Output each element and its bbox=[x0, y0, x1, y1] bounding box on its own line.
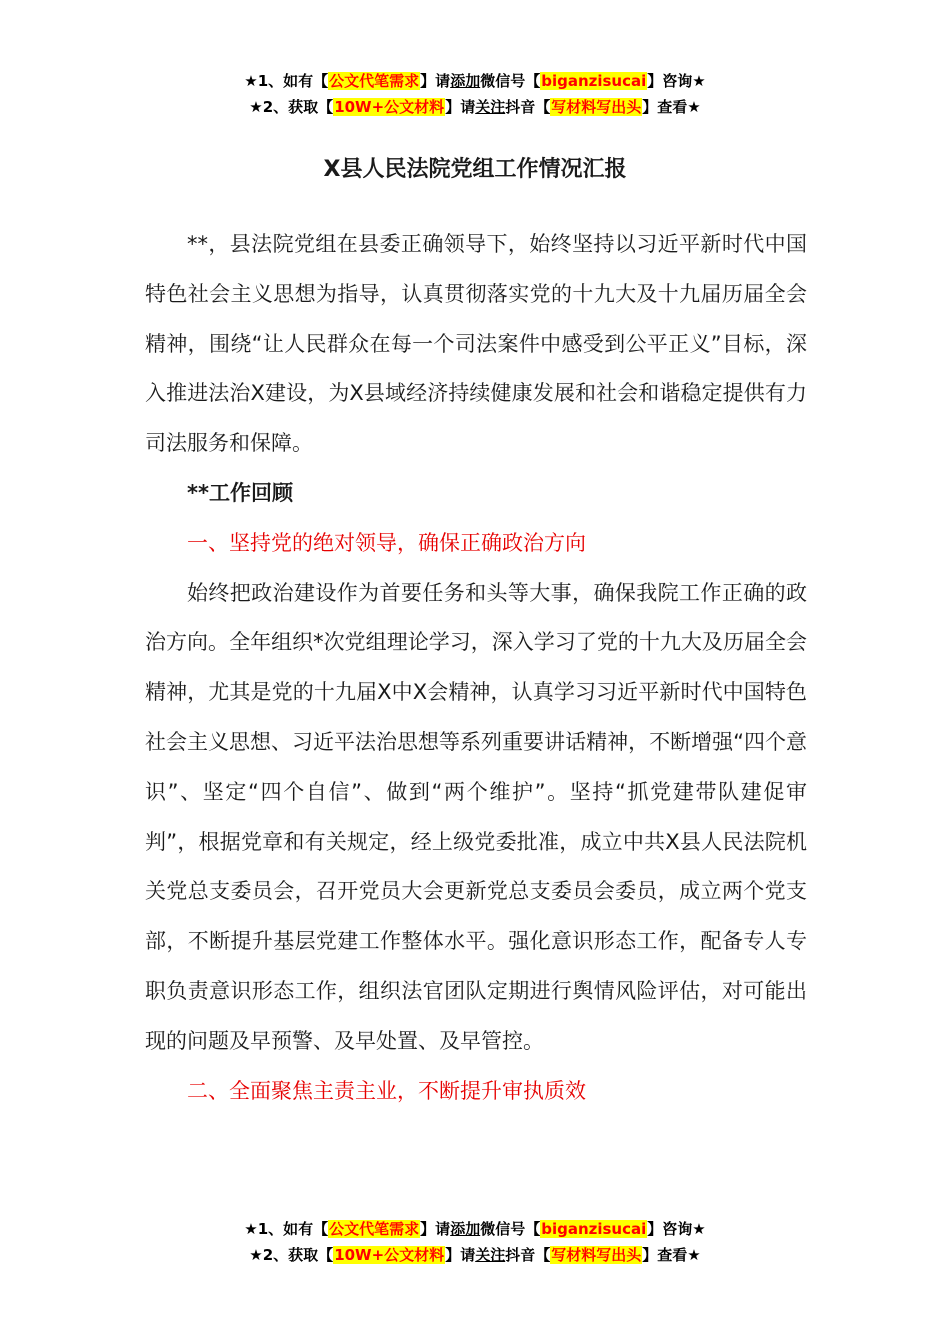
document-title: X县人民法院党组工作情况汇报 bbox=[323, 157, 627, 182]
highlight-service: 公文代笔需求 bbox=[329, 1220, 420, 1238]
highlight-douyin-id: 写材料写出头 bbox=[551, 1246, 642, 1264]
highlight-douyin-id: 写材料写出头 bbox=[551, 98, 642, 116]
highlight-materials: 10W+公文材料 bbox=[334, 1246, 445, 1264]
highlight-wechat-id: biganzisucai bbox=[541, 1220, 647, 1238]
intro-paragraph: **，县法院党组在县委正确领导下，始终坚持以习近平新时代中国特色社会主义思想为指导，认真贯彻落实党的十九大及十九届历届全会精神，围绕“让人民群众在每一个司法案件中感受到公平正义”目标，深入推进法治X建设，为X县域经济持续健康发展和社会和谐稳定提供有力司法服务和保障。 bbox=[145, 232, 807, 456]
highlight-wechat-id: biganzisucai bbox=[541, 72, 647, 90]
document-body bbox=[145, 220, 807, 1116]
promo-line-2: ★2、获取【10W+公文材料】请关注抖音【写材料写出头】查看★ bbox=[249, 98, 701, 116]
highlight-materials: 10W+公文材料 bbox=[334, 98, 445, 116]
promo-header bbox=[0, 68, 950, 120]
section-heading-review: **工作回顾 bbox=[187, 480, 293, 505]
promo-line-2: ★2、获取【10W+公文材料】请关注抖音【写材料写出头】查看★ bbox=[249, 1246, 701, 1264]
highlight-service: 公文代笔需求 bbox=[329, 72, 420, 90]
promo-line-1: ★1、如有【公文代笔需求】请添加微信号【biganzisucai】咨询★ bbox=[244, 72, 706, 90]
promo-line-1: ★1、如有【公文代笔需求】请添加微信号【biganzisucai】咨询★ bbox=[244, 1220, 706, 1238]
section-1-paragraph: 始终把政治建设作为首要任务和头等大事，确保我院工作正确的政治方向。全年组织*次党组理论学习，深入学习了党的十九大及历届全会精神，尤其是党的十九届X中X会精神，认真学习习近平新时代中国特色社会主义思想、习近平法治思想等系列重要讲话精神，不断增强“四个意识”、坚定“四个自信”、做到“两个维护”。坚持“抓党建带队建促审判”，根据党章和有关规定，经上级党委批准，成立中共X县人民法院机关党总支委员会，召开党员大会更新党总支委员会委员，成立两个党支部，不断提升基层党建工作整体水平。强化意识形态工作，配备专人专职负责意识形态工作，组织法官团队定期进行舆情风险评估，对可能出现的问题及早预警、及早处置、及早管控。 bbox=[145, 580, 807, 1053]
promo-footer bbox=[0, 1216, 950, 1268]
section-heading-2: 二、全面聚焦主责主业，不断提升审执质效 bbox=[187, 1078, 586, 1103]
section-heading-1: 一、坚持党的绝对领导，确保正确政治方向 bbox=[187, 530, 586, 555]
